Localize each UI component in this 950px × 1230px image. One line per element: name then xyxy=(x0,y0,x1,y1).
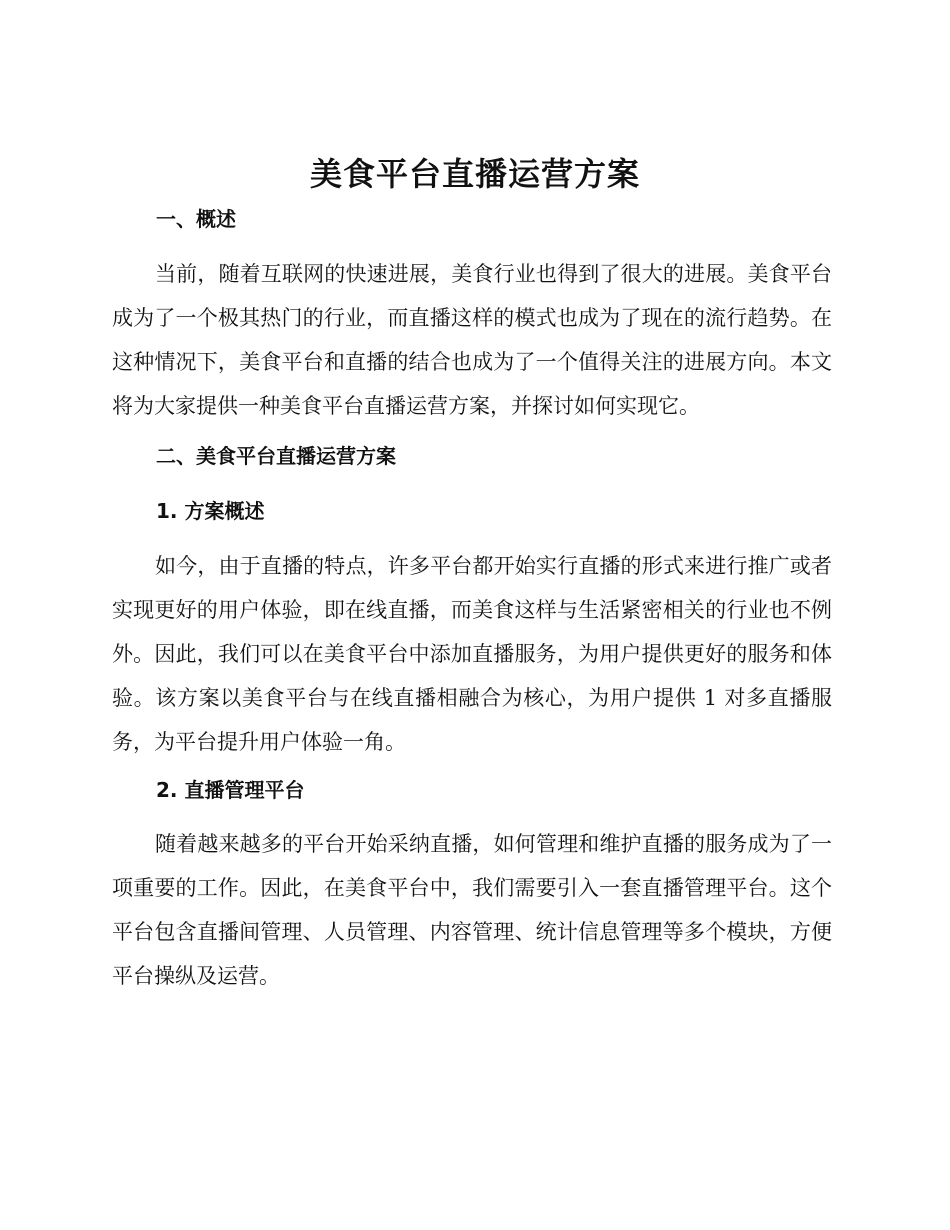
section-heading-overview: 一、概述 xyxy=(156,207,236,231)
document-title: 美食平台直播运营方案 xyxy=(309,155,640,193)
section-heading-plan: 二、美食平台直播运营方案 xyxy=(156,444,396,468)
live-management-paragraph: 随着越来越多的平台开始采纳直播，如何管理和维护直播的服务成为了一项重要的工作。因此，在美食平台中，我们需要引入一套直播管理平台。这个平台包含直播间管理、人员管理、内容管理、统计信息管理等多个模块，方便平台操纵及运营。 xyxy=(112,832,832,988)
subsection-heading-plan-overview: 1. 方案概述 xyxy=(156,499,265,523)
plan-overview-paragraph: 如今，由于直播的特点，许多平台都开始实行直播的形式来进行推广或者实现更好的用户体验，即在线直播，而美食这样与生活紧密相关的行业也不例外。因此，我们可以在美食平台中添加直播服务，为用户提供更好的服务和体验。该方案以美食平台与在线直播相融合为核心，为用户提供 1 对多直播服务，为平台提升用户体验一角。 xyxy=(112,554,832,754)
overview-paragraph: 当前，随着互联网的快速进展，美食行业也得到了很大的进展。美食平台成为了一个极其热门的行业，而直播这样的模式也成为了现在的流行趋势。在这种情况下，美食平台和直播的结合也成为了一个值得关注的进展方向。本文将为大家提供一种美食平台直播运营方案，并探讨如何实现它。 xyxy=(112,262,832,418)
subsection-heading-live-management: 2. 直播管理平台 xyxy=(156,778,305,802)
